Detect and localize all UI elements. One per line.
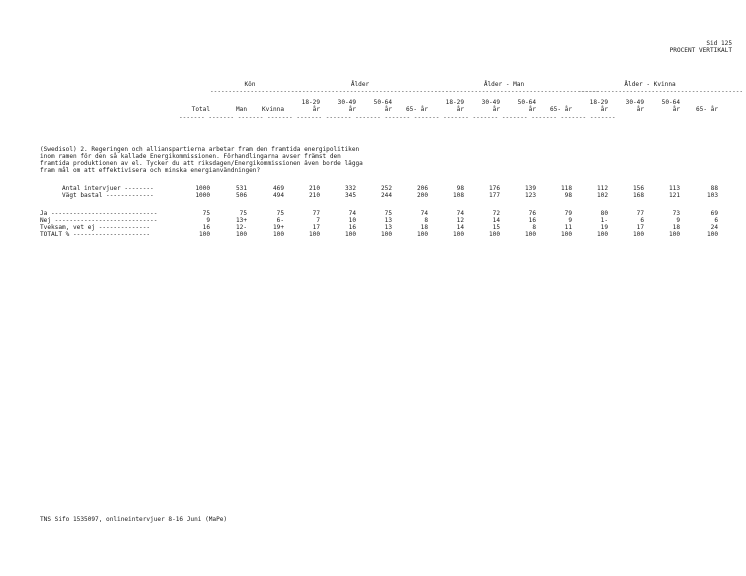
table-cell: 113 <box>668 185 680 192</box>
table-cell: 112 <box>596 185 608 192</box>
column-underline: ------- ------- ------- ------- ------- ------- ------- ------- ------- ------- ------- ------- ------- ------- ------- <box>179 114 616 121</box>
table-cell: 6 <box>714 217 718 224</box>
table-cell: 252 <box>380 185 392 192</box>
table-cell: 18 <box>420 224 428 231</box>
table-cell: 1- <box>600 217 608 224</box>
table-cell: 76 <box>528 210 536 217</box>
table-cell: 168 <box>632 192 644 199</box>
table-cell: 469 <box>272 185 284 192</box>
table-cell: 73 <box>672 210 680 217</box>
row-label: Antal intervjuer -------- <box>62 185 154 192</box>
table-cell: 16 <box>348 224 356 231</box>
table-cell: 100 <box>524 231 536 238</box>
table-cell: 100 <box>488 231 500 238</box>
table-cell: 13 <box>384 224 392 231</box>
table-cell: 100 <box>198 231 210 238</box>
table-cell: 100 <box>416 231 428 238</box>
table-cell: 75 <box>384 210 392 217</box>
table-cell: 100 <box>632 231 644 238</box>
table-cell: 12- <box>235 224 247 231</box>
column-header-bottom: år <box>384 106 392 113</box>
table-cell: 200 <box>416 192 428 199</box>
group-alder-kvinna: Ålder - Kvinna <box>624 81 676 88</box>
table-cell: 98 <box>456 185 464 192</box>
table-cell: 100 <box>560 231 572 238</box>
row-label: Nej ---------------------------- <box>40 217 158 224</box>
table-cell: 494 <box>272 192 284 199</box>
column-header-top: 50-64 <box>661 99 680 106</box>
table-cell: 100 <box>344 231 356 238</box>
table-cell: 108 <box>452 192 464 199</box>
group-kon: Kön <box>244 81 256 88</box>
column-header-bottom: 65- år <box>549 106 572 113</box>
table-cell: 177 <box>488 192 500 199</box>
group-underline-alder: --------------------------------------------- <box>291 88 457 95</box>
column-header-bottom: Total <box>191 106 210 113</box>
table-cell: 156 <box>632 185 644 192</box>
group-underline-kon: ------------------------- <box>210 88 302 95</box>
table-cell: 100 <box>668 231 680 238</box>
row-label: Vägt bastal ------------- <box>62 192 154 199</box>
table-cell: 13+ <box>235 217 247 224</box>
table-cell: 139 <box>524 185 536 192</box>
column-header-bottom: 65- år <box>695 106 718 113</box>
table-cell: 74 <box>348 210 356 217</box>
column-header-bottom: 65- år <box>405 106 428 113</box>
table-cell: 103 <box>706 192 718 199</box>
column-header-bottom: Kvinna <box>261 106 284 113</box>
table-cell: 13 <box>384 217 392 224</box>
table-cell: 74 <box>420 210 428 217</box>
column-header-bottom: år <box>456 106 464 113</box>
percent-mode-label: PROCENT VERTIKALT <box>669 47 732 54</box>
table-cell: 506 <box>235 192 247 199</box>
table-cell: 9 <box>568 217 572 224</box>
table-cell: 531 <box>235 185 247 192</box>
row-label: Tveksam, vet ej -------------- <box>40 224 151 231</box>
row-label: TOTALT % --------------------- <box>40 231 151 238</box>
column-header-bottom: år <box>636 106 644 113</box>
table-cell: 88 <box>710 185 718 192</box>
column-header-top: 30-49 <box>481 99 500 106</box>
table-cell: 100 <box>596 231 608 238</box>
column-header-top: 50-64 <box>373 99 392 106</box>
table-cell: 100 <box>452 231 464 238</box>
footer-source: TNS Sifo 1535097, onlineintervjuer 8-16 Juni (MaPe) <box>40 516 228 523</box>
table-cell: 24 <box>710 224 718 231</box>
table-cell: 176 <box>488 185 500 192</box>
table-cell: 7 <box>316 217 320 224</box>
page-number: Sid 125 <box>706 40 732 47</box>
table-cell: 8 <box>424 217 428 224</box>
table-cell: 244 <box>380 192 392 199</box>
table-cell: 17 <box>636 224 644 231</box>
question-line-4: fram mål om att effektivisera och minska energianvändningen? <box>40 167 261 174</box>
table-cell: 75 <box>202 210 210 217</box>
table-cell: 80 <box>600 210 608 217</box>
table-cell: 75 <box>276 210 284 217</box>
table-cell: 102 <box>596 192 608 199</box>
table-cell: 206 <box>416 185 428 192</box>
table-cell: 75 <box>239 210 247 217</box>
table-cell: 100 <box>272 231 284 238</box>
table-cell: 16 <box>528 217 536 224</box>
table-cell: 17 <box>312 224 320 231</box>
table-cell: 100 <box>235 231 247 238</box>
table-cell: 15 <box>492 224 500 231</box>
table-cell: 79 <box>564 210 572 217</box>
table-cell: 10 <box>348 217 356 224</box>
table-cell: 1000 <box>195 185 210 192</box>
table-cell: 77 <box>636 210 644 217</box>
group-underline-alder-kvinna: --------------------------------------------- <box>578 88 744 95</box>
table-cell: 14 <box>456 224 464 231</box>
group-underline-alder-man: --------------------------------------------- <box>434 88 600 95</box>
table-cell: 210 <box>308 192 320 199</box>
group-alder: Ålder <box>350 81 370 88</box>
column-header-top: 18-29 <box>301 99 320 106</box>
column-header-top: 18-29 <box>445 99 464 106</box>
column-header-bottom: år <box>528 106 536 113</box>
column-header-top: 50-64 <box>517 99 536 106</box>
table-cell: 6 <box>640 217 644 224</box>
table-cell: 210 <box>308 185 320 192</box>
table-cell: 74 <box>456 210 464 217</box>
table-cell: 8 <box>532 224 536 231</box>
question-line-3: framtida produktionen av el. Tycker du att riksdagen/Energikommissionen även borde lägga <box>40 160 363 167</box>
table-cell: 19+ <box>272 224 284 231</box>
table-cell: 100 <box>308 231 320 238</box>
table-cell: 19 <box>600 224 608 231</box>
column-header-bottom: år <box>348 106 356 113</box>
column-header-top: 30-49 <box>337 99 356 106</box>
question-line-1: (Swedisol) 2. Regeringen och allianspartierna arbetar fram den framtida energipolitiken <box>40 146 360 153</box>
column-header-bottom: år <box>492 106 500 113</box>
table-cell: 6- <box>276 217 284 224</box>
column-header-top: 18-29 <box>589 99 608 106</box>
table-cell: 118 <box>560 185 572 192</box>
question-line-2: inom ramen för den så kallade Energikommissionen. Förhandlingarna avser främst den <box>40 153 341 160</box>
column-header-bottom: år <box>600 106 608 113</box>
table-cell: 9 <box>676 217 680 224</box>
table-cell: 72 <box>492 210 500 217</box>
column-header-bottom: år <box>312 106 320 113</box>
column-header-top: 30-49 <box>625 99 644 106</box>
table-cell: 69 <box>710 210 718 217</box>
table-cell: 9 <box>206 217 210 224</box>
table-cell: 98 <box>564 192 572 199</box>
table-cell: 1000 <box>195 192 210 199</box>
row-label: Ja ----------------------------- <box>40 210 158 217</box>
column-header-bottom: Man <box>235 106 247 113</box>
table-cell: 14 <box>492 217 500 224</box>
table-cell: 345 <box>344 192 356 199</box>
table-cell: 77 <box>312 210 320 217</box>
table-cell: 100 <box>380 231 392 238</box>
table-cell: 100 <box>706 231 718 238</box>
column-header-bottom: år <box>672 106 680 113</box>
group-alder-man: Ålder - Man <box>483 81 525 88</box>
table-cell: 16 <box>202 224 210 231</box>
table-cell: 123 <box>524 192 536 199</box>
table-cell: 18 <box>672 224 680 231</box>
table-cell: 121 <box>668 192 680 199</box>
table-cell: 332 <box>344 185 356 192</box>
table-cell: 11 <box>564 224 572 231</box>
table-cell: 12 <box>456 217 464 224</box>
